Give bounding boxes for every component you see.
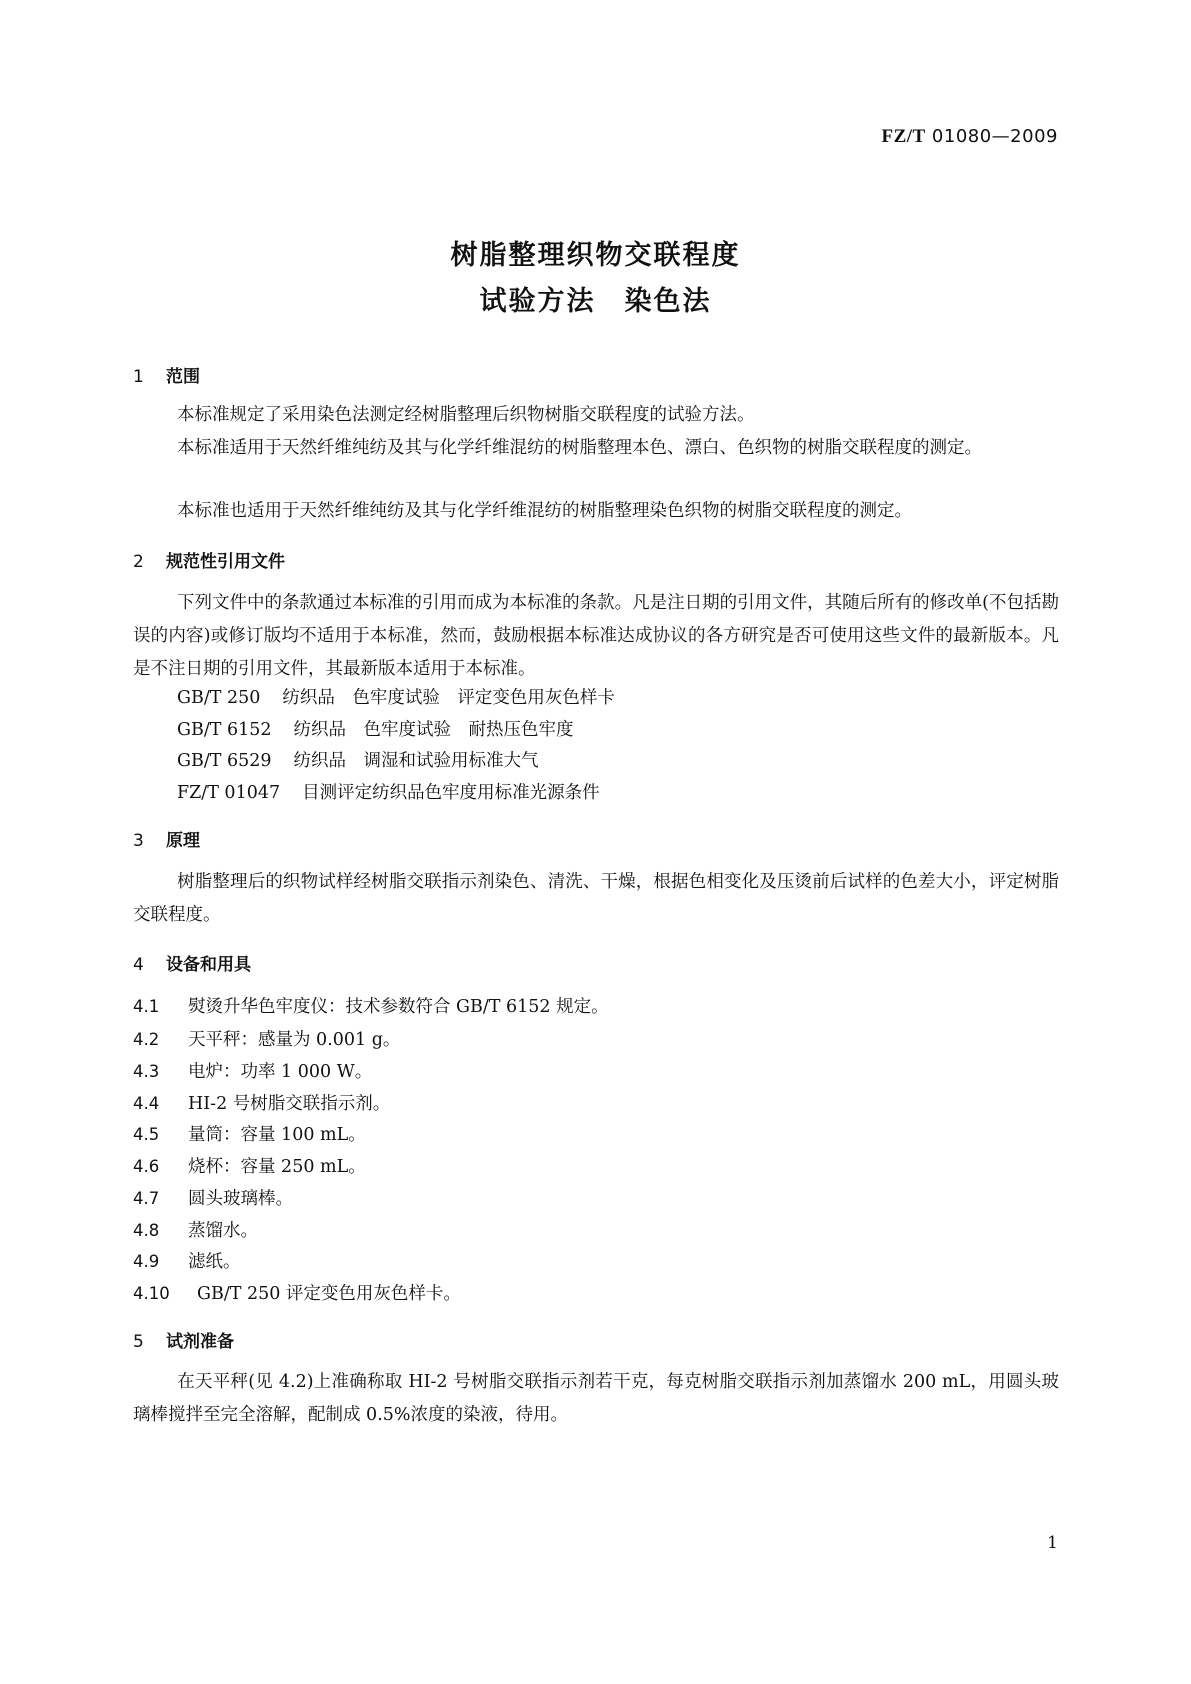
scope-paragraph-1: 本标准规定了采用染色法测定经树脂整理后织物树脂交联程度的试验方法。 <box>177 405 755 425</box>
apparatus-item: 4.3 电炉：功率 1 000 W。 <box>133 1062 373 1082</box>
document-title-line2: 试验方法 染色法 <box>479 286 712 317</box>
references-intro-paragraph: 下列文件中的条款通过本标准的引用而成为本标准的条款。凡是注日期的引用文件，其随后所有的修改单(不包括勘误的内容)或修订版均不适用于本标准，然而，鼓励根据本标准达成协议的各方研究是否可使用这些文件的最新版本。凡是不注日期的引用文件，其最新版本适用于本标准。 <box>133 593 1059 679</box>
page-number: 1 <box>1047 1533 1058 1553</box>
apparatus-item: 4.9 滤纸。 <box>133 1252 241 1272</box>
reagent-preparation-paragraph: 在天平秤(见 4.2)上准确称取 HI-2 号树脂交联指示剂若干克，每克树脂交联指示剂加蒸馏水 200 mL，用圆头玻璃棒搅拌至完全溶解，配制成 0.5%浓度的染液，待用。 <box>133 1372 1059 1425</box>
apparatus-item: 4.7 圆头玻璃棒。 <box>133 1189 293 1209</box>
apparatus-item: 4.4 HI-2 号树脂交联指示剂。 <box>133 1094 391 1114</box>
document-title-line1: 树脂整理织物交联程度 <box>450 240 741 271</box>
reference-item: GB/T 6152 纺织品 色牢度试验 耐热压色牢度 <box>177 720 574 740</box>
apparatus-item: 4.10 GB/T 250 评定变色用灰色样卡。 <box>133 1284 461 1304</box>
standard-code: FZ/T 01080—2009 <box>881 126 1058 147</box>
principle-paragraph: 树脂整理后的织物试样经树脂交联指示剂染色、清洗、干燥，根据色相变化及压烫前后试样的色差大小，评定树脂交联程度。 <box>133 872 1059 925</box>
section-heading-normative-references: 2 规范性引用文件 <box>133 552 285 572</box>
apparatus-item: 4.1 熨烫升华色牢度仪：技术参数符合 GB/T 6152 规定。 <box>133 997 609 1017</box>
reference-item: FZ/T 01047 目测评定纺织品色牢度用标准光源条件 <box>177 783 600 803</box>
reference-item: GB/T 250 纺织品 色牢度试验 评定变色用灰色样卡 <box>177 688 615 708</box>
section-heading-scope: 1 范围 <box>133 367 200 387</box>
scope-paragraph-2: 本标准适用于天然纤维纯纺及其与化学纤维混纺的树脂整理本色、漂白、色织物的树脂交联程度的测定。 <box>177 438 982 458</box>
apparatus-item: 4.8 蒸馏水。 <box>133 1221 258 1241</box>
section-heading-reagent-preparation: 5 试剂准备 <box>133 1332 234 1352</box>
apparatus-item: 4.2 天平秤：感量为 0.001 g。 <box>133 1030 401 1050</box>
section-heading-principle: 3 原理 <box>133 831 200 851</box>
scope-paragraph-3: 本标准也适用于天然纤维纯纺及其与化学纤维混纺的树脂整理染色织物的树脂交联程度的测定。 <box>177 501 912 521</box>
apparatus-item: 4.6 烧杯：容量 250 mL。 <box>133 1157 366 1177</box>
section-heading-apparatus: 4 设备和用具 <box>133 955 251 975</box>
reference-item: GB/T 6529 纺织品 调湿和试验用标准大气 <box>177 751 539 771</box>
apparatus-item: 4.5 量筒：容量 100 mL。 <box>133 1125 366 1145</box>
